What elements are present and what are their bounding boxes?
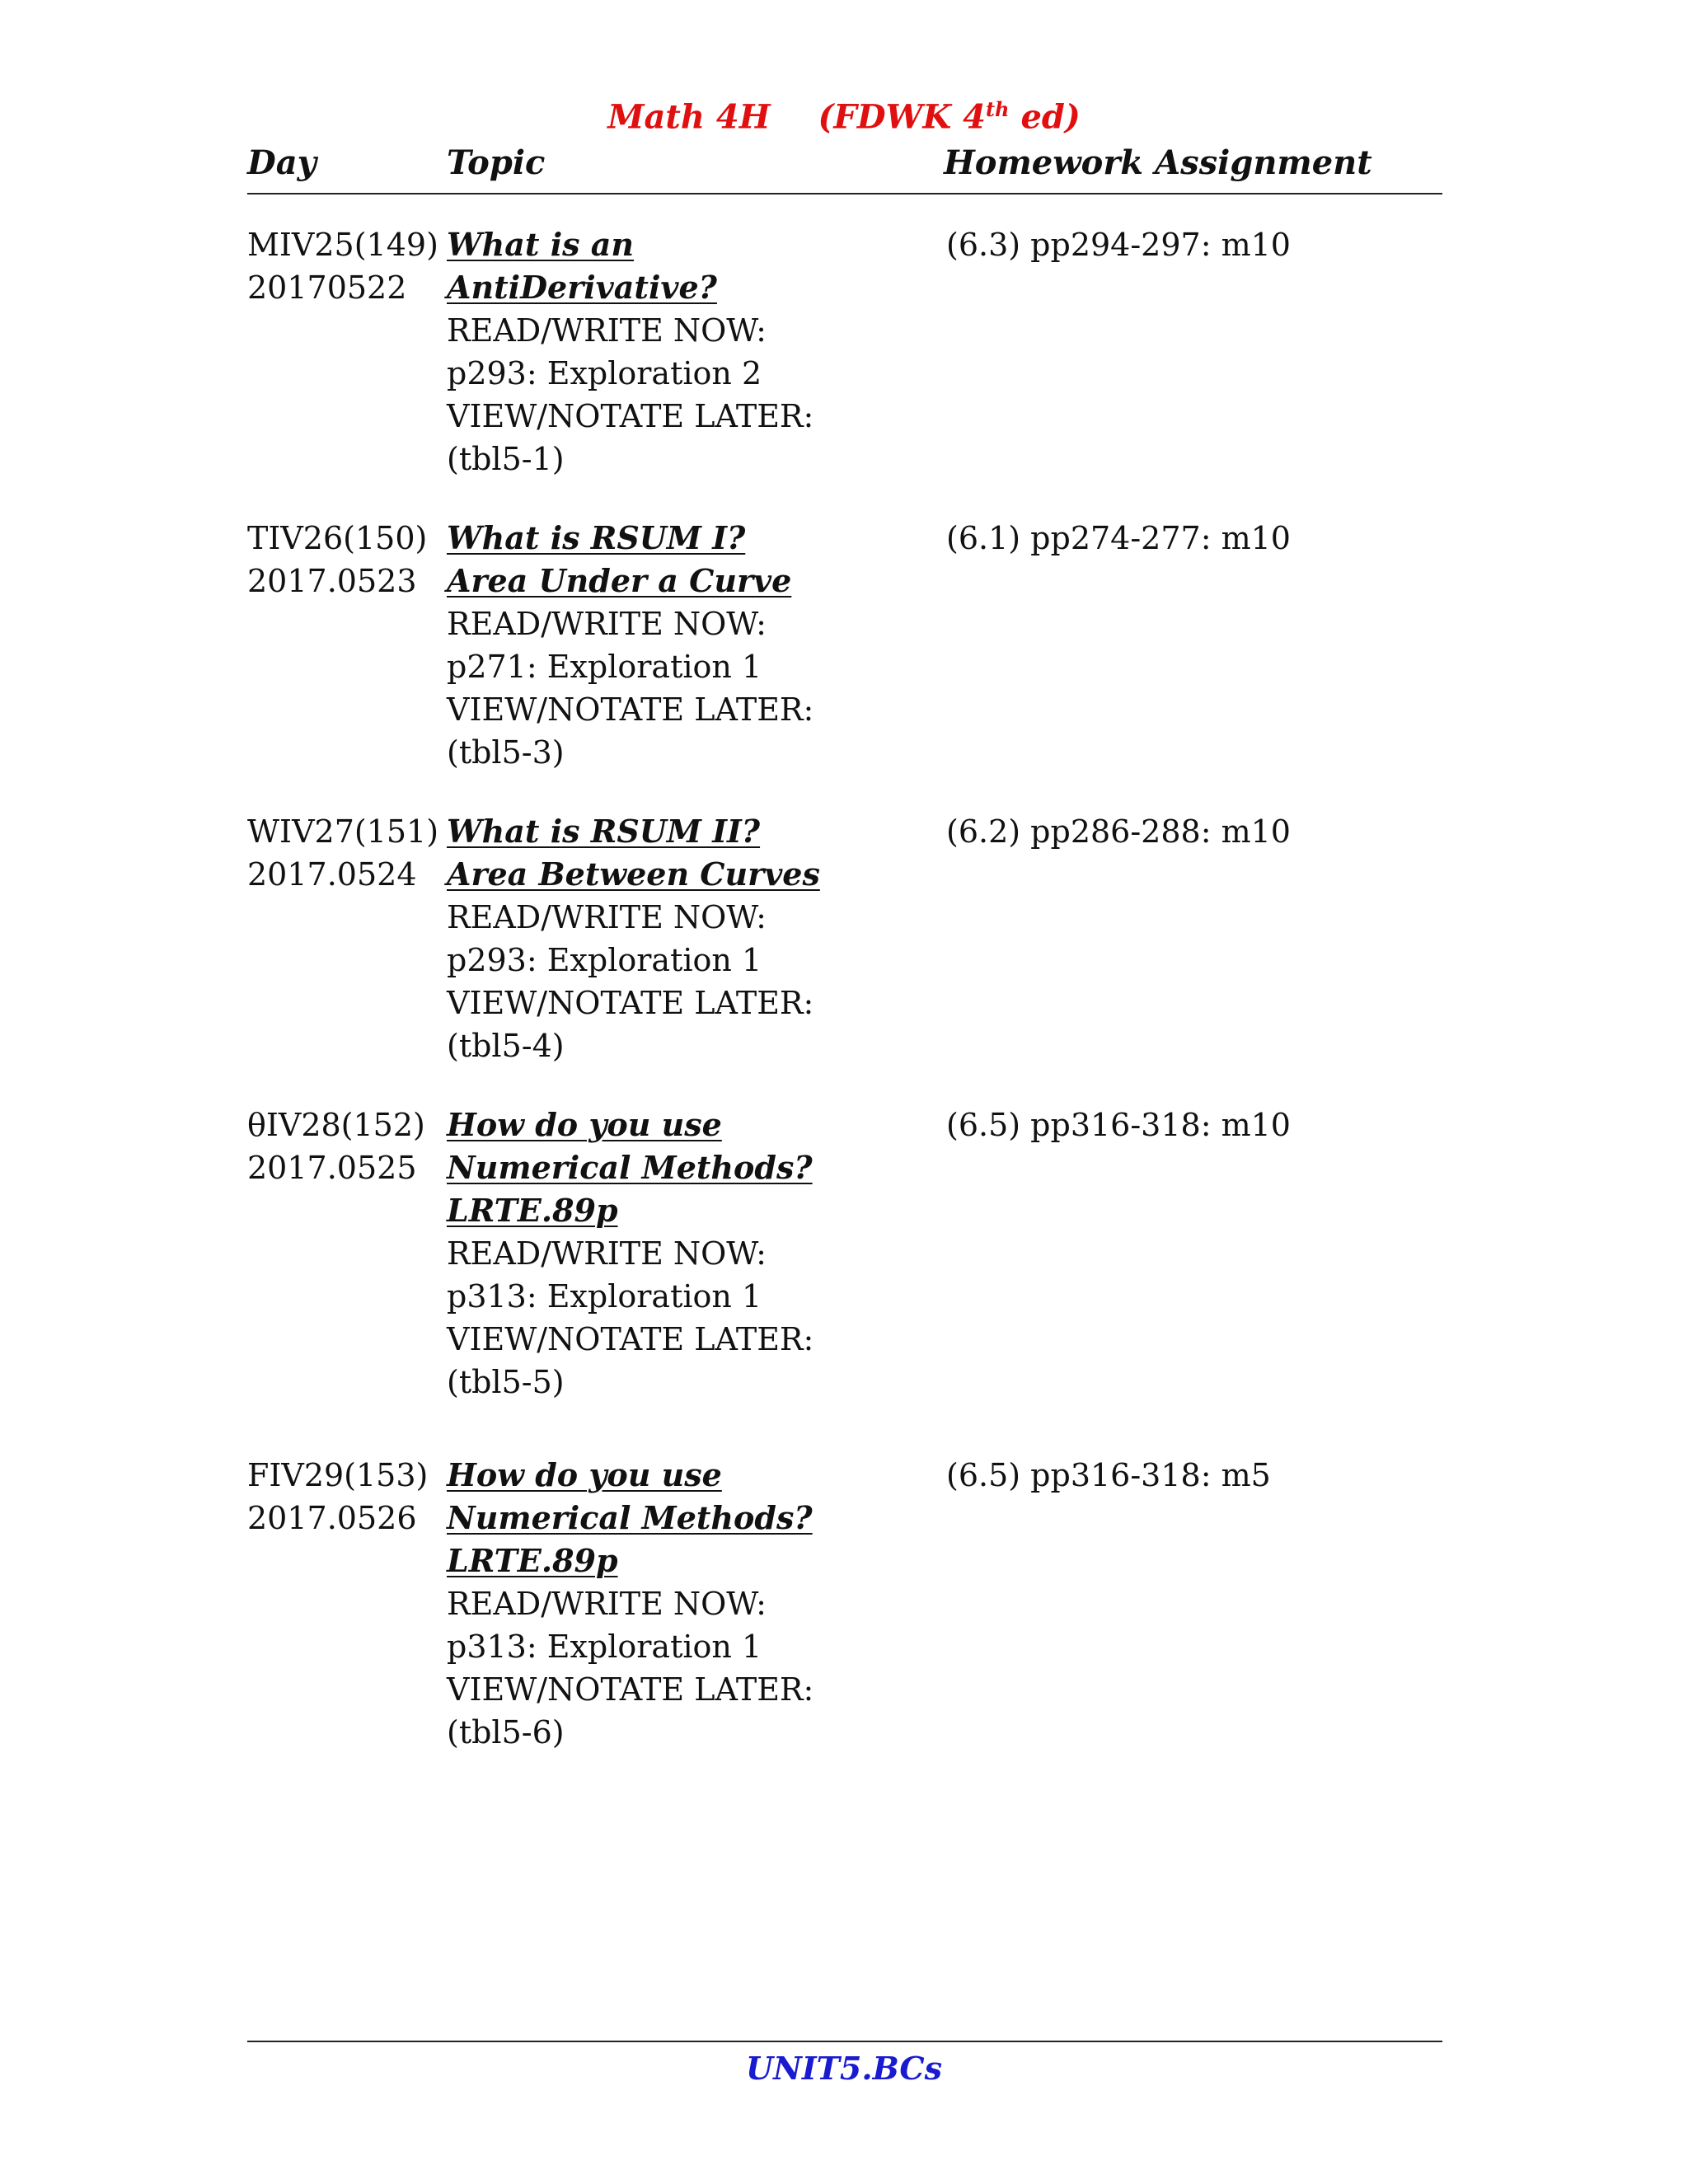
homework-cell — [946, 517, 1441, 560]
topic-title: What is an — [447, 226, 635, 263]
read-item: p313: Exploration 1 — [447, 1629, 762, 1665]
day-date: 2017.0523 — [247, 563, 417, 599]
topic-cell — [447, 1454, 908, 1754]
day-cell — [247, 223, 441, 309]
topic-title: What is RSUM I? — [447, 519, 746, 556]
read-item: p293: Exploration 2 — [447, 355, 762, 391]
header-divider — [247, 193, 1442, 194]
read-label: READ/WRITE NOW: — [447, 1235, 767, 1272]
topic-title: What is RSUM II? — [447, 813, 761, 850]
topic-title: LRTE.89p — [447, 1542, 618, 1579]
read-item: p293: Exploration 1 — [447, 942, 762, 978]
column-header-topic: Topic — [447, 143, 546, 182]
topic-cell — [447, 810, 908, 1067]
edition-suffix: ed) — [1009, 97, 1081, 137]
edition-superscript: th — [985, 97, 1010, 121]
day-code: θIV28(152) — [247, 1107, 425, 1143]
topic-cell — [447, 1104, 908, 1404]
view-label: VIEW/NOTATE LATER: — [447, 1321, 814, 1357]
day-code: WIV27(151) — [247, 813, 439, 850]
day-code: MIV25(149) — [247, 227, 438, 263]
read-label: READ/WRITE NOW: — [447, 1586, 767, 1622]
view-item: (tbl5-6) — [447, 1714, 565, 1750]
topic-title: Numerical Methods? — [447, 1499, 813, 1536]
view-item: (tbl5-5) — [447, 1364, 565, 1400]
homework-assignment: (6.3) pp294-297: m10 — [946, 227, 1291, 263]
day-date: 20170522 — [247, 269, 407, 306]
topic-title: LRTE.89p — [447, 1192, 618, 1229]
read-label: READ/WRITE NOW: — [447, 606, 767, 642]
day-cell — [247, 517, 441, 602]
day-cell — [247, 1104, 441, 1189]
column-header-row — [247, 143, 1442, 193]
view-label: VIEW/NOTATE LATER: — [447, 691, 814, 728]
view-label: VIEW/NOTATE LATER: — [447, 1671, 814, 1708]
day-date: 2017.0524 — [247, 856, 417, 893]
page-title — [0, 97, 1688, 136]
homework-assignment: (6.2) pp286-288: m10 — [946, 813, 1291, 850]
topic-title: Area Under a Curve — [447, 562, 792, 599]
topic-title: Area Between Curves — [447, 855, 820, 893]
view-label: VIEW/NOTATE LATER: — [447, 398, 814, 434]
read-label: READ/WRITE NOW: — [447, 312, 767, 349]
homework-cell — [946, 810, 1441, 853]
view-item: (tbl5-3) — [447, 734, 565, 771]
homework-cell — [946, 1104, 1441, 1146]
topic-title: How do you use — [447, 1106, 722, 1143]
topic-title: How do you use — [447, 1456, 722, 1493]
topic-title: AntiDerivative? — [447, 269, 717, 306]
day-date: 2017.0525 — [247, 1150, 417, 1186]
homework-cell — [946, 1454, 1441, 1497]
footer-divider — [247, 2041, 1442, 2042]
day-cell — [247, 810, 441, 896]
footer-unit-label: UNIT5.BCs — [745, 2050, 943, 2087]
read-label: READ/WRITE NOW: — [447, 899, 767, 935]
read-item: p271: Exploration 1 — [447, 649, 762, 685]
edition-prefix: (FDWK 4 — [818, 97, 986, 137]
column-header-homework: Homework Assignment — [944, 143, 1372, 182]
day-cell — [247, 1454, 441, 1540]
day-date: 2017.0526 — [247, 1500, 417, 1536]
day-code: TIV26(150) — [247, 520, 428, 556]
topic-cell — [447, 223, 908, 480]
homework-assignment: (6.5) pp316-318: m10 — [946, 1107, 1291, 1143]
column-header-day: Day — [247, 143, 316, 182]
view-item: (tbl5-1) — [447, 441, 565, 477]
topic-title: Numerical Methods? — [447, 1149, 813, 1186]
read-item: p313: Exploration 1 — [447, 1278, 762, 1315]
day-code: FIV29(153) — [247, 1457, 429, 1493]
homework-assignment: (6.5) pp316-318: m5 — [946, 1457, 1271, 1493]
topic-cell — [447, 517, 908, 774]
course-name: Math 4H — [607, 97, 771, 137]
homework-cell — [946, 223, 1441, 266]
view-label: VIEW/NOTATE LATER: — [447, 985, 814, 1021]
homework-assignment: (6.1) pp274-277: m10 — [946, 520, 1291, 556]
view-item: (tbl5-4) — [447, 1028, 565, 1064]
